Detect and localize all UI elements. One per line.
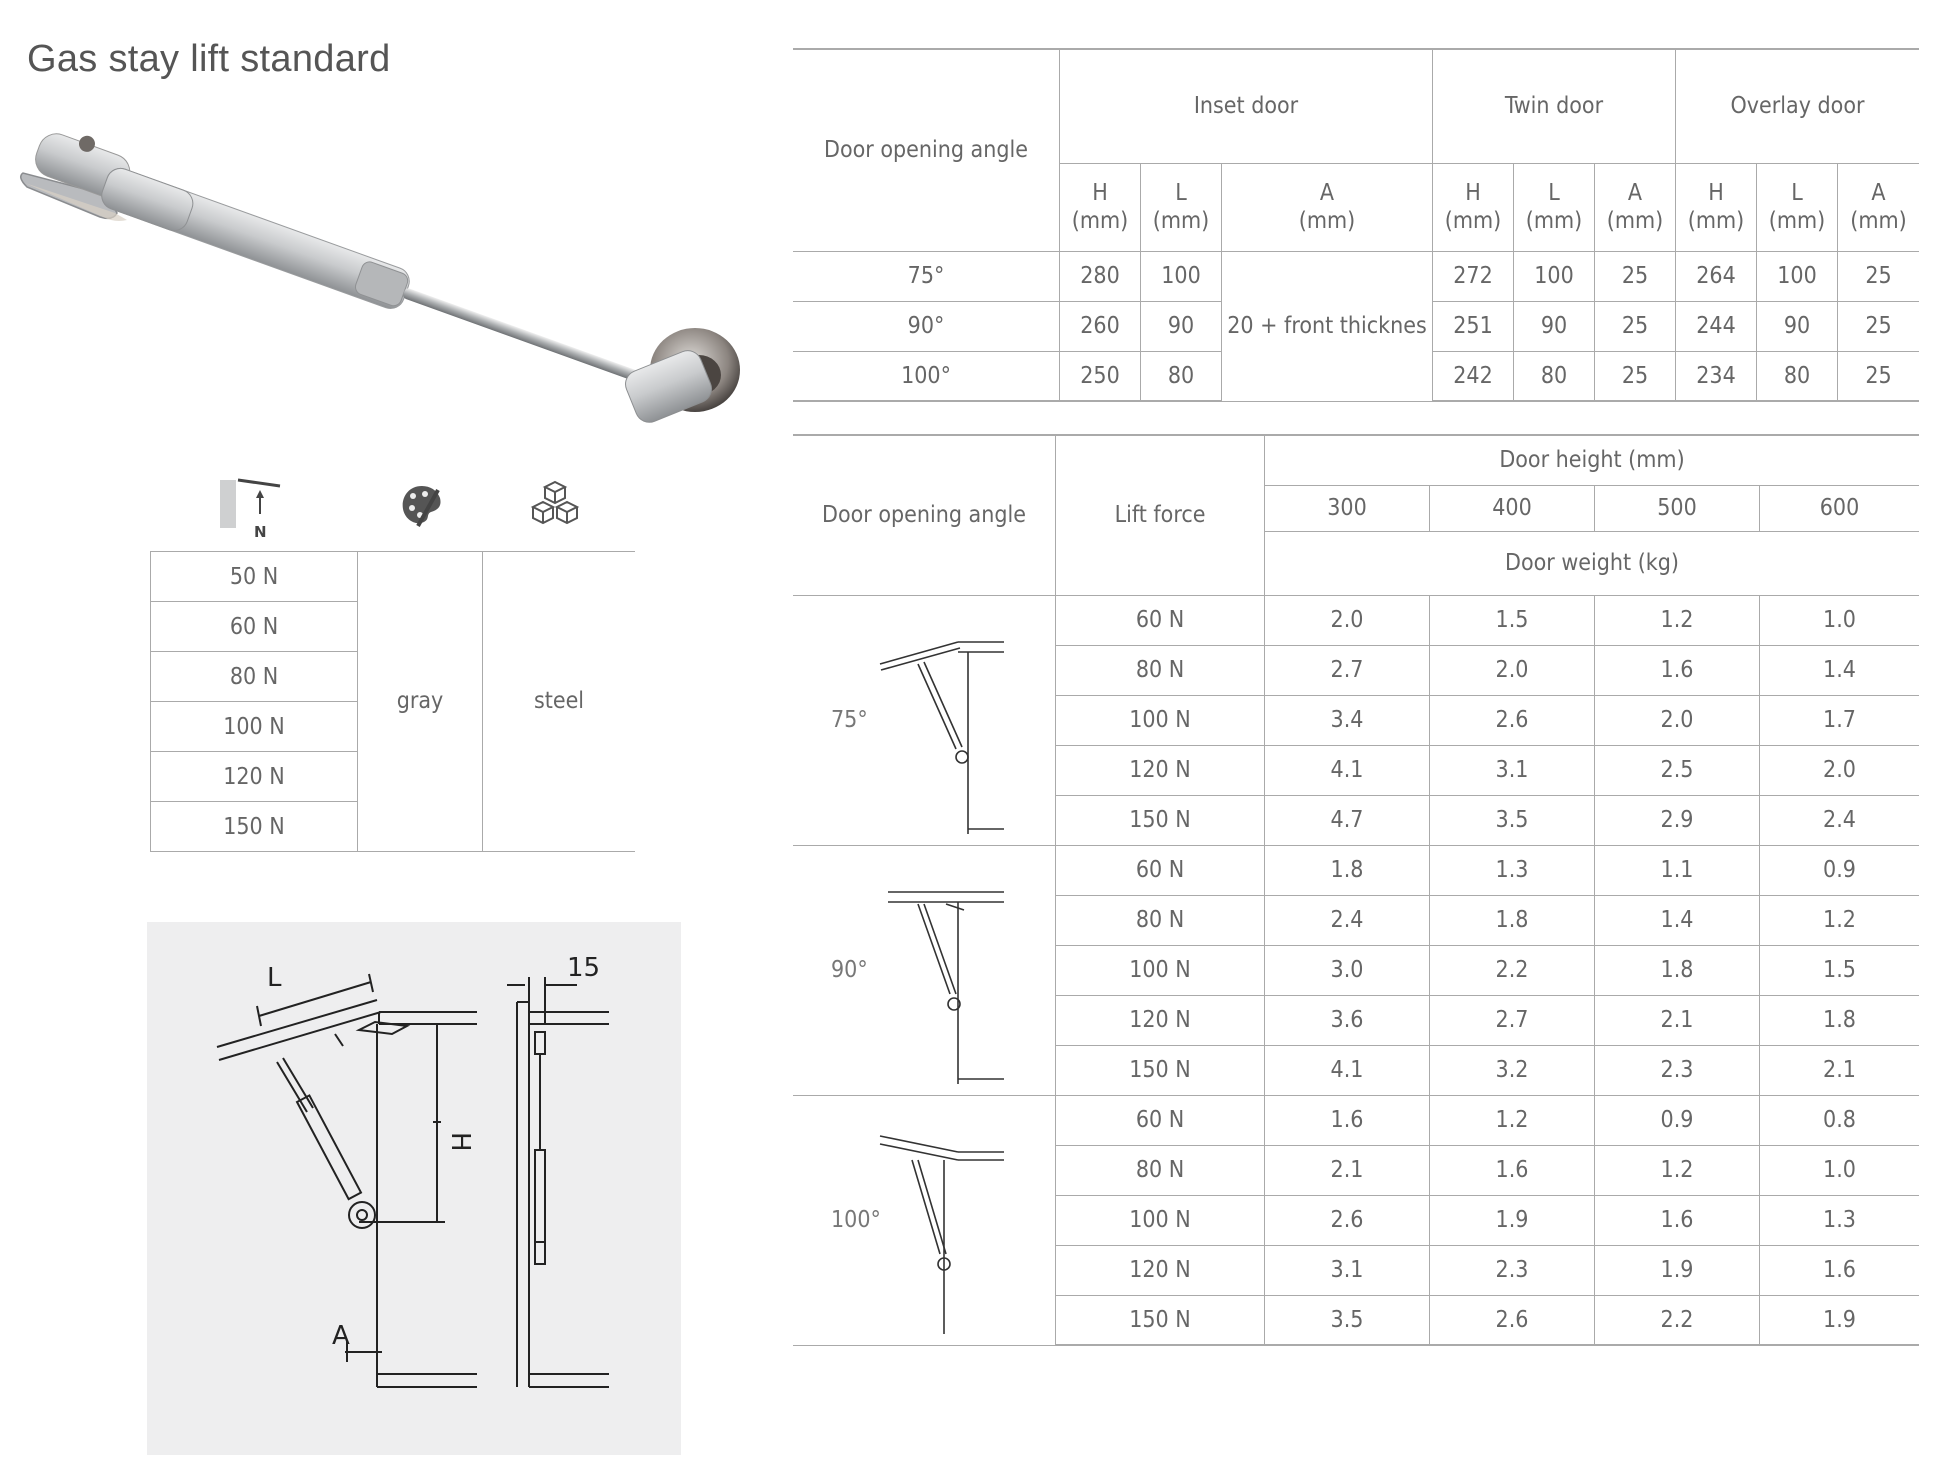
door-weight-cell: 3.2	[1430, 1045, 1595, 1095]
lift-force-cell: 120 N	[1056, 995, 1265, 1045]
angle-header: Door opening angle	[793, 435, 1056, 595]
value-cell: 251	[1433, 301, 1514, 351]
door-weight-cell: 1.2	[1595, 595, 1760, 645]
door-weight-cell: 1.6	[1595, 1195, 1760, 1245]
lift-force-cell: 150 N	[1056, 1295, 1265, 1345]
door-weight-cell: 1.6	[1760, 1245, 1920, 1295]
page-title: Gas stay lift standard	[27, 38, 391, 80]
angle-group-cell	[793, 1095, 1056, 1345]
door-weight-cell: 3.4	[1265, 695, 1430, 745]
door-weight-cell: 1.2	[1430, 1095, 1595, 1145]
door-weight-cell: 2.0	[1265, 595, 1430, 645]
door-weight-cell: 1.9	[1760, 1295, 1920, 1345]
door-weight-cell: 1.0	[1760, 1145, 1920, 1195]
door-weight-cell: 2.6	[1265, 1195, 1430, 1245]
force-cell: 100 N	[151, 702, 358, 752]
door-weight-cell: 1.1	[1595, 845, 1760, 895]
force-cell: 120 N	[151, 752, 358, 802]
value-cell: 25	[1838, 351, 1920, 401]
force-cell: 80 N	[151, 652, 358, 702]
door-weight-cell: 2.0	[1595, 695, 1760, 745]
door-weight-cell: 2.5	[1595, 745, 1760, 795]
sub-header: A (mm)	[1222, 163, 1433, 251]
value-cell: 80	[1757, 351, 1838, 401]
angle-header: Door opening angle	[793, 49, 1060, 251]
door-weight-cell: 1.8	[1430, 895, 1595, 945]
inset-A-merged-cell: 20 + front thicknes	[1222, 251, 1433, 401]
door-weight-cell: 2.4	[1265, 895, 1430, 945]
lift-force-cell: 120 N	[1056, 1245, 1265, 1295]
door-weight-cell: 1.8	[1265, 845, 1430, 895]
spec-table-icons	[150, 470, 635, 550]
lift-force-cell: 120 N	[1056, 745, 1265, 795]
door-weight-cell: 1.9	[1595, 1245, 1760, 1295]
door-weight-cell: 2.6	[1430, 695, 1595, 745]
angle-cell: 75°	[793, 251, 1060, 301]
value-cell: 80	[1141, 351, 1222, 401]
sub-header: A (mm)	[1595, 163, 1676, 251]
value-cell: 80	[1514, 351, 1595, 401]
height-cell: 600	[1760, 485, 1920, 531]
door-90-diagram-icon	[878, 864, 1008, 1084]
door-weight-cell: 1.4	[1595, 895, 1760, 945]
height-cell: 400	[1430, 485, 1595, 531]
door-weight-cell: 1.3	[1760, 1195, 1920, 1245]
door-weight-cell: 1.6	[1595, 645, 1760, 695]
dim-label-15: 15	[567, 953, 601, 983]
door-weight-cell: 4.1	[1265, 1045, 1430, 1095]
door-weight-cell: 4.1	[1265, 745, 1430, 795]
technical-drawing-panel	[147, 922, 681, 1455]
lift-force-cell: 80 N	[1056, 645, 1265, 695]
lift-force-cell: 100 N	[1056, 1195, 1265, 1245]
door-weight-cell: 3.0	[1265, 945, 1430, 995]
door-weight-cell: 0.9	[1595, 1095, 1760, 1145]
group-header-overlay: Overlay door	[1676, 49, 1920, 163]
door-weight-cell: 1.8	[1595, 945, 1760, 995]
door-weight-cell: 3.1	[1265, 1245, 1430, 1295]
dim-label-L: L	[267, 963, 282, 993]
door-weight-cell: 2.2	[1595, 1295, 1760, 1345]
door-75-diagram-icon	[878, 614, 1008, 834]
lift-force-cell: 100 N	[1056, 695, 1265, 745]
force-cell: 150 N	[151, 802, 358, 852]
value-cell: 100	[1757, 251, 1838, 301]
sub-header: L (mm)	[1514, 163, 1595, 251]
door-weight-cell: 0.9	[1760, 845, 1920, 895]
material-cubes-icon	[530, 478, 580, 530]
height-cell: 500	[1595, 485, 1760, 531]
door-weight-cell: 2.0	[1760, 745, 1920, 795]
lift-force-cell: 150 N	[1056, 795, 1265, 845]
lift-force-table	[793, 434, 1919, 1346]
door-weight-cell: 3.6	[1265, 995, 1430, 1045]
force-icon	[218, 472, 288, 542]
door-weight-cell: 2.6	[1430, 1295, 1595, 1345]
value-cell: 242	[1433, 351, 1514, 401]
lift-force-cell: 80 N	[1056, 1145, 1265, 1195]
color-palette-icon	[398, 482, 446, 530]
installation-drawing	[147, 922, 681, 1455]
door-weight-cell: 1.6	[1430, 1145, 1595, 1195]
value-cell: 90	[1757, 301, 1838, 351]
door-weight-cell: 2.1	[1760, 1045, 1920, 1095]
door-weight-cell: 2.7	[1265, 645, 1430, 695]
sub-header: L (mm)	[1141, 163, 1222, 251]
door-weight-cell: 3.1	[1430, 745, 1595, 795]
lift-force-cell: 60 N	[1056, 845, 1265, 895]
door-weight-cell: 2.2	[1430, 945, 1595, 995]
angle-cell: 100°	[793, 351, 1060, 401]
door-weight-cell: 1.5	[1760, 945, 1920, 995]
door-weight-cell: 2.3	[1430, 1245, 1595, 1295]
spec-table	[150, 551, 635, 852]
lift-force-header: Lift force	[1056, 435, 1265, 595]
force-cell: 50 N	[151, 552, 358, 602]
door-weight-cell: 1.4	[1760, 645, 1920, 695]
value-cell: 244	[1676, 301, 1757, 351]
svg-text:N: N	[254, 523, 267, 541]
door-weight-cell: 1.8	[1760, 995, 1920, 1045]
door-weight-cell: 1.3	[1430, 845, 1595, 895]
door-weight-cell: 2.3	[1595, 1045, 1760, 1095]
lift-force-cell: 80 N	[1056, 895, 1265, 945]
value-cell: 90	[1141, 301, 1222, 351]
gas-stay-product-image	[15, 125, 755, 445]
door-weight-cell: 4.7	[1265, 795, 1430, 845]
value-cell: 100	[1514, 251, 1595, 301]
angle-label: 75°	[831, 707, 868, 733]
angle-cell: 90°	[793, 301, 1060, 351]
angle-group-cell	[793, 595, 1056, 845]
group-header-inset: Inset door	[1060, 49, 1433, 163]
door-weight-cell: 1.7	[1760, 695, 1920, 745]
force-cell: 60 N	[151, 602, 358, 652]
door-weight-cell: 3.5	[1265, 1295, 1430, 1345]
lift-force-cell: 100 N	[1056, 945, 1265, 995]
door-weight-cell: 2.9	[1595, 795, 1760, 845]
dim-label-A: A	[332, 1321, 350, 1351]
sub-header: H (mm)	[1060, 163, 1141, 251]
angle-label: 90°	[831, 957, 868, 983]
material-value: steel	[483, 552, 636, 852]
value-cell: 272	[1433, 251, 1514, 301]
door-weight-cell: 3.5	[1430, 795, 1595, 845]
dimensions-table	[793, 48, 1919, 402]
lift-force-cell: 150 N	[1056, 1045, 1265, 1095]
sub-header: L (mm)	[1757, 163, 1838, 251]
value-cell: 25	[1838, 301, 1920, 351]
door-weight-cell: 2.4	[1760, 795, 1920, 845]
value-cell: 234	[1676, 351, 1757, 401]
door-weight-cell: 2.1	[1595, 995, 1760, 1045]
value-cell: 250	[1060, 351, 1141, 401]
value-cell: 264	[1676, 251, 1757, 301]
value-cell: 100	[1141, 251, 1222, 301]
door-weight-cell: 2.0	[1430, 645, 1595, 695]
dim-label-H: H	[445, 1132, 475, 1152]
door-weight-cell: 1.2	[1595, 1145, 1760, 1195]
door-weight-cell: 0.8	[1760, 1095, 1920, 1145]
value-cell: 25	[1838, 251, 1920, 301]
lift-force-cell: 60 N	[1056, 1095, 1265, 1145]
value-cell: 25	[1595, 301, 1676, 351]
color-value: gray	[358, 552, 483, 852]
sub-header: H (mm)	[1433, 163, 1514, 251]
door-weight-header: Door weight (kg)	[1265, 531, 1920, 595]
angle-label: 100°	[831, 1207, 881, 1233]
group-header-twin: Twin door	[1433, 49, 1676, 163]
value-cell: 280	[1060, 251, 1141, 301]
door-100-diagram-icon	[878, 1114, 1008, 1334]
door-weight-cell: 1.5	[1430, 595, 1595, 645]
height-cell: 300	[1265, 485, 1430, 531]
value-cell: 260	[1060, 301, 1141, 351]
sub-header: A (mm)	[1838, 163, 1920, 251]
door-weight-cell: 1.9	[1430, 1195, 1595, 1245]
door-weight-cell: 1.0	[1760, 595, 1920, 645]
door-weight-cell: 2.7	[1430, 995, 1595, 1045]
door-height-header: Door height (mm)	[1265, 435, 1920, 485]
value-cell: 25	[1595, 351, 1676, 401]
angle-group-cell	[793, 845, 1056, 1095]
door-weight-cell: 1.2	[1760, 895, 1920, 945]
lift-force-cell: 60 N	[1056, 595, 1265, 645]
door-weight-cell: 1.6	[1265, 1095, 1430, 1145]
door-weight-cell: 2.1	[1265, 1145, 1430, 1195]
sub-header: H (mm)	[1676, 163, 1757, 251]
value-cell: 25	[1595, 251, 1676, 301]
value-cell: 90	[1514, 301, 1595, 351]
